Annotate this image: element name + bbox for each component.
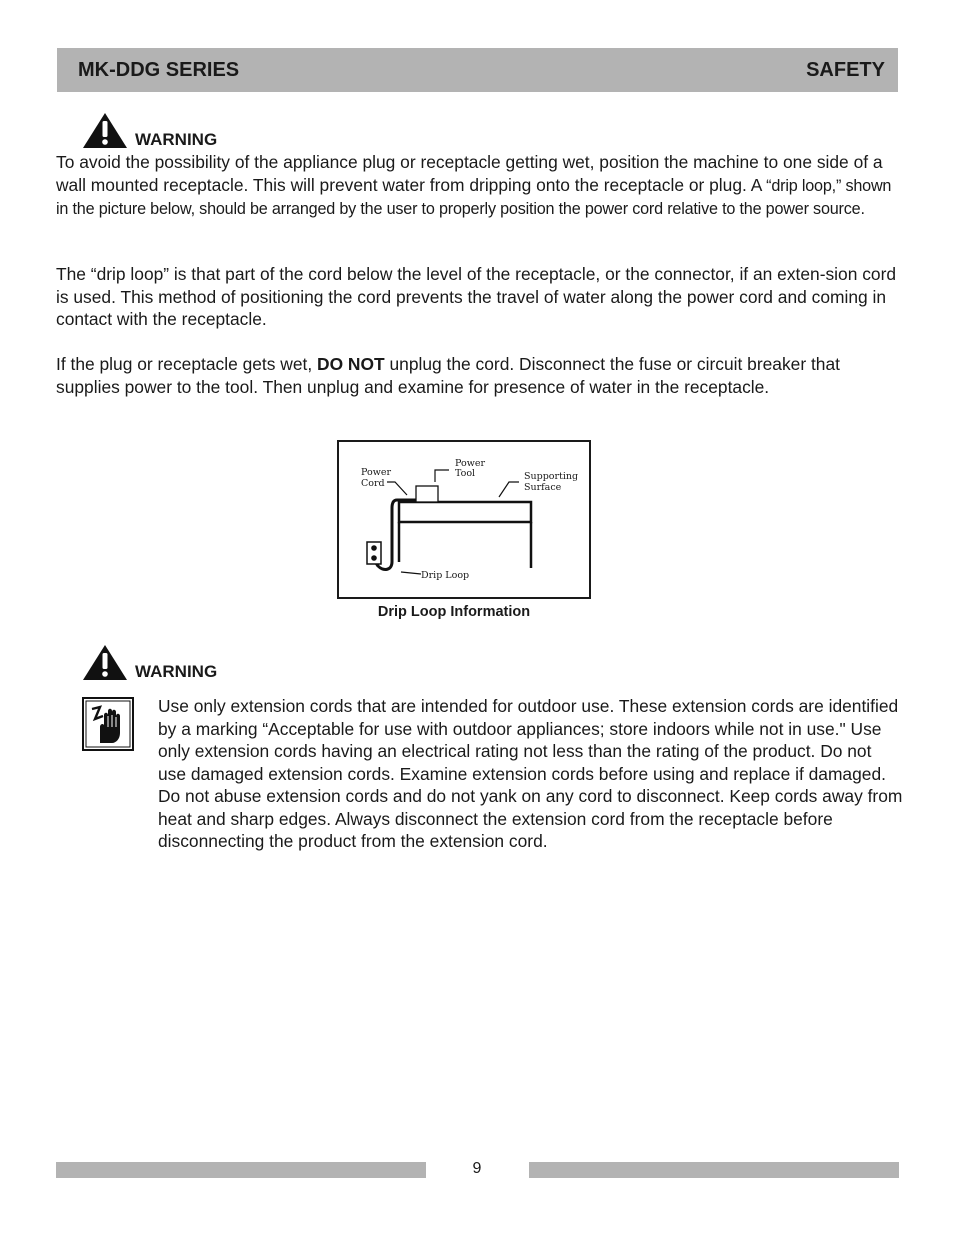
label-power-cord-2: Cord — [361, 478, 385, 489]
power-cord-line — [376, 500, 416, 569]
label-power-cord-1: Power — [361, 467, 392, 478]
warning-2-paragraph: Use only extension cords that are intended for outdoor use. These extension cords are identified by a marking “Acceptable for use with outdoor appliances; store indoors while not in use." Use only extension cords having an electrical rating not less than the rating of the product. Do not use damaged extension cords. Examine extension cords before using and replace if damaged. Do not abuse extension cords and do not yank on any cord to disconnect. Keep cords away from heat and sharp edges. Always disconnect the extension cord from the receptacle before disconnecting the product from the extension cord. — [158, 696, 903, 851]
warning-label: WARNING — [135, 662, 218, 681]
exclamation-triangle-icon — [82, 644, 128, 681]
warning-paragraph-2: The “drip loop” is that part of the cord below the level of the receptacle, or the connector, if an exten-sion cord is used. This method of positioning the cord prevents the travel of water along the power cord and coming in contact with the receptacle. — [56, 264, 897, 329]
footer-bar-right — [529, 1162, 899, 1178]
footer-bar-left — [56, 1162, 426, 1178]
warning-label: WARNING — [135, 130, 218, 149]
paragraph-1-text: To avoid the possibility of the appliance plug or receptacle getting wet, position the machine to one side of a wall mounted receptacle. This will prevent water from dripping onto the receptacle or plug. A — [56, 152, 883, 195]
exclamation-triangle-icon — [82, 112, 128, 149]
label-power-tool-1: Power — [455, 458, 486, 469]
label-drip-loop: Drip Loop — [421, 570, 470, 581]
paragraph-1-text-condensed: “drip loop,” shown in the picture below, should be arranged by the user to properly position the power cord relative to the power source. — [56, 176, 892, 218]
page-number: 9 — [472, 1160, 482, 1177]
label-supporting-1: Supporting — [524, 471, 579, 482]
electric-shock-hand-icon — [82, 697, 134, 751]
drip-loop-figure — [337, 440, 591, 599]
paragraph-3-before: If the plug or receptacle gets wet, — [56, 354, 318, 374]
label-power-tool-2: Tool — [455, 468, 476, 479]
section-title: SAFETY — [806, 59, 885, 81]
warning-paragraph-3 — [56, 353, 906, 398]
figure-caption: Drip Loop Information — [377, 604, 531, 620]
power-tool-shape — [416, 486, 438, 502]
label-supporting-2: Surface — [524, 482, 562, 493]
do-not-emphasis: DO NOT — [317, 354, 385, 374]
drip-loop-diagram — [339, 442, 589, 597]
paragraph-3-after: unplug the cord. Disconnect the fuse or circuit breaker that supplies power to the tool. Then unplug and examine for presence of water in the receptacle. — [56, 354, 840, 397]
warning-paragraph-1 — [56, 151, 906, 221]
supporting-surface-shape — [399, 502, 531, 522]
page-header — [57, 48, 898, 92]
series-title: MK-DDG SERIES — [78, 59, 240, 81]
